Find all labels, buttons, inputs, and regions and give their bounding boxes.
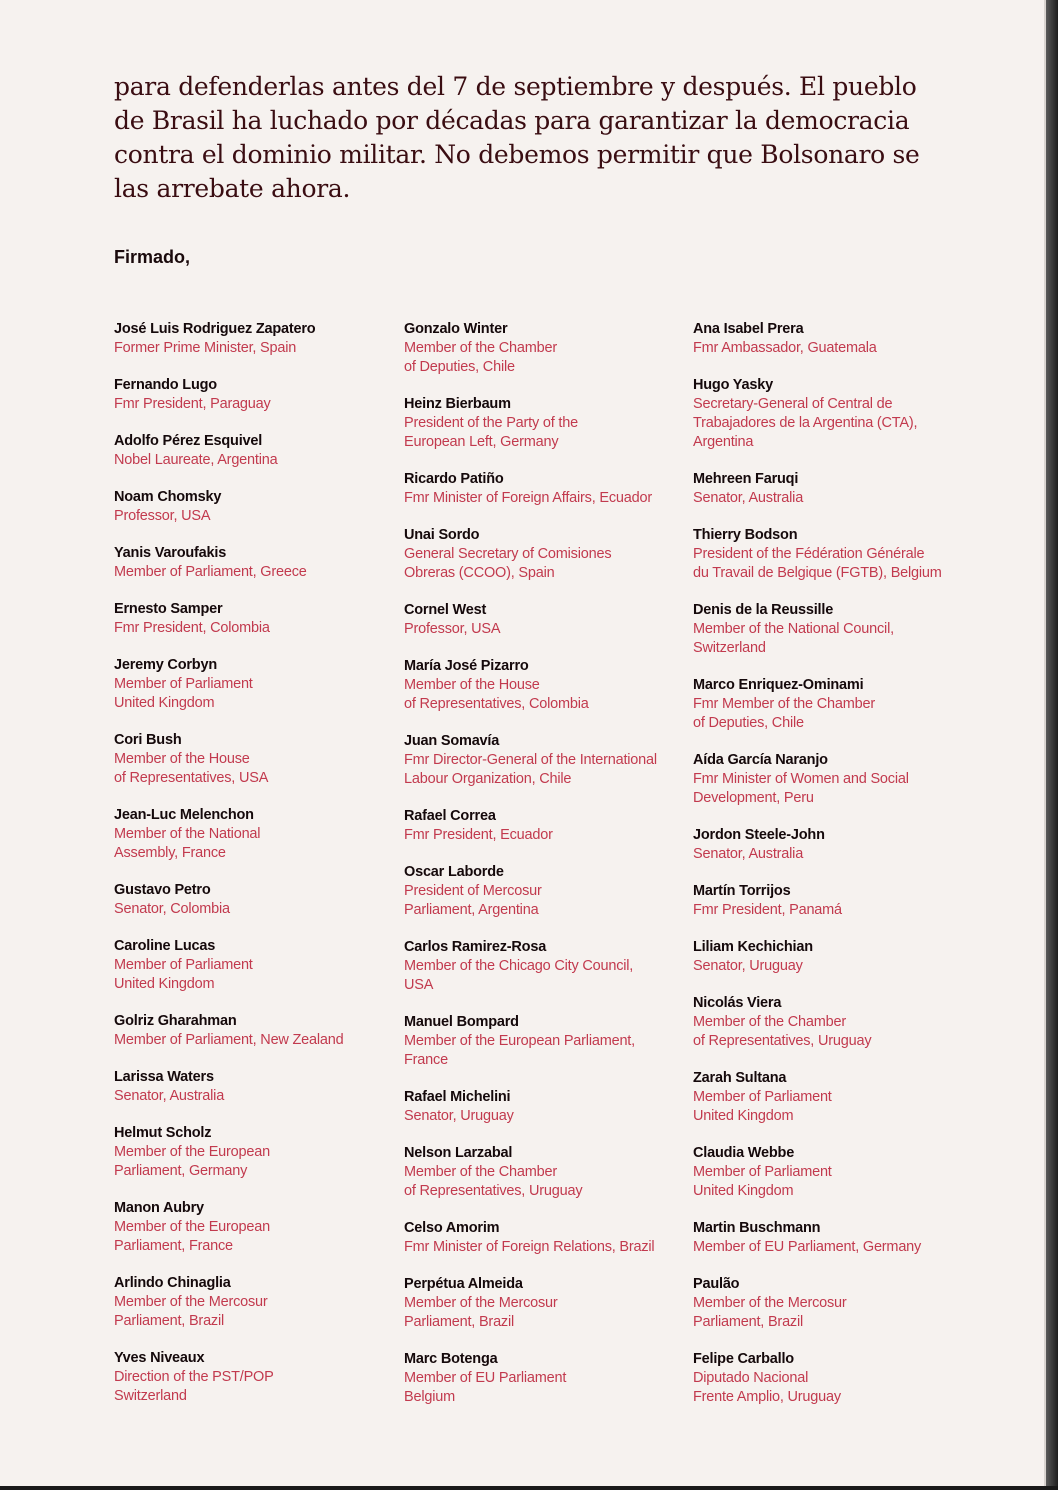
signatory-role: President of the Party of the European Left, Germany — [404, 415, 578, 450]
signatory-role: Member of Parliament, Greece — [114, 564, 307, 580]
signatory-name: Celso Amorim — [404, 1220, 500, 1236]
signatory-name: María José Pizarro — [404, 658, 529, 674]
signatory-entry — [404, 526, 674, 583]
intro-paragraph: para defenderlas antes del 7 de septiembre y después. El pueblo de Brasil ha luchado por décadas para garantizar la democracia contra el dominio militar. No debemos permitir que Bolsonaro se las arrebate ahora. — [114, 72, 920, 203]
signatory-name: Jeremy Corbyn — [114, 657, 217, 673]
signatory-name: Martin Buschmann — [693, 1220, 821, 1236]
signatory-name: Denis de la Reussille — [693, 602, 834, 618]
signatory-role: Nobel Laureate, Argentina — [114, 452, 278, 468]
signatories-column-3 — [693, 320, 963, 1425]
signatory-entry — [114, 488, 384, 526]
signatory-role: Fmr Director-General of the International Labour Organization, Chile — [404, 752, 657, 787]
signatory-role: Senator, Uruguay — [404, 1108, 514, 1124]
signatory-entry — [404, 1088, 674, 1126]
signatories-column-2 — [404, 320, 674, 1425]
signatory-entry — [114, 600, 384, 638]
signatory-name: Ana Isabel Prera — [693, 321, 804, 337]
signatory-role: Fmr President, Panamá — [693, 902, 842, 918]
signatory-name: Caroline Lucas — [114, 938, 216, 954]
signatory-entry — [693, 826, 963, 864]
signatory-name: Adolfo Pérez Esquivel — [114, 433, 263, 449]
signatory-name: Nelson Larzabal — [404, 1145, 513, 1161]
signatory-name: Helmut Scholz — [114, 1125, 212, 1141]
signatory-entry — [114, 1068, 384, 1106]
signatory-entry — [114, 1274, 384, 1331]
signatory-role: Member of the House of Representatives, Colombia — [404, 677, 589, 712]
signatory-entry — [404, 863, 674, 920]
signatory-entry — [404, 395, 674, 452]
signatory-name: Gustavo Petro — [114, 882, 211, 898]
signatory-role: Professor, USA — [114, 508, 211, 524]
signatory-name: Jean-Luc Melenchon — [114, 807, 254, 823]
signatory-entry — [114, 1012, 384, 1050]
signatory-role: Senator, Uruguay — [693, 958, 803, 974]
signatory-name: Hugo Yasky — [693, 377, 773, 393]
signatory-role: President of Mercosur Parliament, Argentina — [404, 883, 542, 918]
signatory-name: Rafael Michelini — [404, 1089, 511, 1105]
signatory-role: Member of EU Parliament Belgium — [404, 1370, 567, 1405]
signatory-name: Paulão — [693, 1276, 740, 1292]
signatory-role: Member of Parliament, New Zealand — [114, 1032, 344, 1048]
signatory-role: Member of the House of Representatives, USA — [114, 751, 269, 786]
signatory-name: Ricardo Patiño — [404, 471, 504, 487]
signatory-entry — [114, 1349, 384, 1406]
signatory-role: Senator, Australia — [114, 1088, 225, 1104]
signatory-name: Martín Torrijos — [693, 883, 791, 899]
signatory-role: Member of Parliament United Kingdom — [114, 957, 253, 992]
signatory-entry — [693, 470, 963, 508]
signatory-role: Fmr Minister of Foreign Relations, Brazil — [404, 1239, 655, 1255]
signatory-role: Member of the European Parliament, Germany — [114, 1144, 270, 1179]
signatory-name: Carlos Ramirez-Rosa — [404, 939, 547, 955]
signatory-name: Aída García Naranjo — [693, 752, 828, 768]
signatory-name: Marco Enriquez-Ominami — [693, 677, 864, 693]
signatory-role: Member of the Mercosur Parliament, Brazil — [693, 1295, 847, 1330]
signatory-entry — [404, 732, 674, 789]
signatory-role: Member of the National Assembly, France — [114, 826, 261, 861]
signatory-entry — [114, 806, 384, 863]
signatory-entry — [693, 376, 963, 452]
signatory-name: Noam Chomsky — [114, 489, 222, 505]
signatory-entry — [404, 938, 674, 995]
signatory-name: Zarah Sultana — [693, 1070, 787, 1086]
signatory-entry — [693, 882, 963, 920]
signatory-name: Fernando Lugo — [114, 377, 217, 393]
signatory-name: Cornel West — [404, 602, 487, 618]
signatory-role: Member of Parliament United Kingdom — [114, 676, 253, 711]
signatory-name: Jordon Steele-John — [693, 827, 825, 843]
signatory-role: Former Prime Minister, Spain — [114, 340, 297, 356]
signatory-name: Juan Somavía — [404, 733, 500, 749]
signatory-name: Manon Aubry — [114, 1200, 204, 1216]
page-edge-shadow — [1046, 0, 1058, 1490]
signatory-role: Member of the Chamber of Representatives, Uruguay — [404, 1164, 583, 1199]
signatory-name: Liliam Kechichian — [693, 939, 813, 955]
signatory-role: Member of the Chamber of Deputies, Chile — [404, 340, 557, 375]
signatory-name: Claudia Webbe — [693, 1145, 795, 1161]
signatory-name: Felipe Carballo — [693, 1351, 794, 1367]
signatory-entry — [114, 881, 384, 919]
signatory-entry — [114, 320, 384, 358]
signatory-role: Member of the European Parliament, France — [404, 1033, 635, 1068]
signatory-name: Yanis Varoufakis — [114, 545, 227, 561]
signatory-role: Senator, Australia — [693, 846, 804, 862]
signatory-name: Mehreen Faruqi — [693, 471, 799, 487]
signatory-entry — [114, 656, 384, 713]
signatory-role: Member of the Mercosur Parliament, Brazil — [114, 1294, 268, 1329]
signatory-name: Ernesto Samper — [114, 601, 223, 617]
signatory-entry — [404, 320, 674, 377]
signatory-entry — [693, 1350, 963, 1407]
signatory-entry — [404, 807, 674, 845]
signatory-entry — [693, 1069, 963, 1126]
signatory-entry — [404, 1144, 674, 1201]
signatory-entry — [693, 526, 963, 583]
signatory-name: Perpétua Almeida — [404, 1276, 523, 1292]
signatory-name: Rafael Correa — [404, 808, 496, 824]
signatory-name: Nicolás Viera — [693, 995, 782, 1011]
signatory-role: Member of the National Council, Switzerland — [693, 621, 894, 656]
signatory-entry — [693, 676, 963, 733]
signatory-role: Fmr President, Ecuador — [404, 827, 553, 843]
signatory-role: Member of the Chamber of Representatives, Uruguay — [693, 1014, 872, 1049]
signatory-name: Gonzalo Winter — [404, 321, 508, 337]
page-bottom-edge — [0, 1486, 1058, 1490]
signatory-entry — [404, 470, 674, 508]
signatory-entry — [114, 432, 384, 470]
signatory-entry — [404, 601, 674, 639]
signatory-entry — [404, 1275, 674, 1332]
signatory-role: Member of the European Parliament, France — [114, 1219, 270, 1254]
signatory-role: Fmr President, Paraguay — [114, 396, 271, 412]
signatory-entry — [693, 751, 963, 808]
signatory-role: Senator, Colombia — [114, 901, 230, 917]
signatory-role: Secretary-General of Central de Trabajadores de la Argentina (CTA), Argentina — [693, 396, 918, 450]
signatory-name: Cori Bush — [114, 732, 182, 748]
signatory-role: General Secretary of Comisiones Obreras (CCOO), Spain — [404, 546, 612, 581]
signatory-entry — [693, 1275, 963, 1332]
signatory-role: Professor, USA — [404, 621, 501, 637]
signatory-role: Fmr Minister of Foreign Affairs, Ecuador — [404, 490, 652, 506]
signed-heading: Firmado, — [114, 247, 191, 267]
signatory-entry — [693, 601, 963, 658]
signatory-entry — [114, 544, 384, 582]
signatory-role: Member of the Chicago City Council, USA — [404, 958, 634, 993]
signatory-name: Manuel Bompard — [404, 1014, 519, 1030]
signatory-name: Thierry Bodson — [693, 527, 798, 543]
signatory-role: Fmr Minister of Women and Social Development, Peru — [693, 771, 909, 806]
signatory-role: Member of EU Parliament, Germany — [693, 1239, 922, 1255]
signatory-role: Member of Parliament United Kingdom — [693, 1089, 832, 1124]
signatory-entry — [404, 1219, 674, 1257]
signatory-name: Arlindo Chinaglia — [114, 1275, 231, 1291]
signatory-name: Golriz Gharahman — [114, 1013, 237, 1029]
signatory-entry — [404, 1013, 674, 1070]
signatory-entry — [693, 1219, 963, 1257]
signatory-name: Oscar Laborde — [404, 864, 504, 880]
signatory-entry — [114, 1199, 384, 1256]
signatory-role: Direction of the PST/POP Switzerland — [114, 1369, 274, 1404]
signatory-name: Yves Niveaux — [114, 1350, 205, 1366]
signatory-name: Marc Botenga — [404, 1351, 498, 1367]
signatory-entry — [404, 657, 674, 714]
signatory-entry — [693, 994, 963, 1051]
signatory-role: Fmr President, Colombia — [114, 620, 270, 636]
signatory-role: Member of the Mercosur Parliament, Brazil — [404, 1295, 558, 1330]
signatory-entry — [114, 376, 384, 414]
signatory-entry — [114, 1124, 384, 1181]
signatory-name: Unai Sordo — [404, 527, 480, 543]
signatory-role: Diputado Nacional Frente Amplio, Uruguay — [693, 1370, 841, 1405]
signatory-entry — [404, 1350, 674, 1407]
signatory-role: Fmr Member of the Chamber of Deputies, Chile — [693, 696, 875, 731]
signatory-name: Larissa Waters — [114, 1069, 214, 1085]
signatory-entry — [693, 320, 963, 358]
signatory-entry — [114, 937, 384, 994]
signatory-name: José Luis Rodriguez Zapatero — [114, 321, 316, 337]
signatory-entry — [693, 938, 963, 976]
signatory-entry — [114, 731, 384, 788]
signatory-role: Senator, Australia — [693, 490, 804, 506]
signatory-name: Heinz Bierbaum — [404, 396, 511, 412]
signatory-role: President of the Fédération Générale du Travail de Belgique (FGTB), Belgium — [693, 546, 942, 581]
signatory-entry — [693, 1144, 963, 1201]
signatory-role: Fmr Ambassador, Guatemala — [693, 340, 877, 356]
signatories-column-1 — [114, 320, 384, 1424]
signatory-role: Member of Parliament United Kingdom — [693, 1164, 832, 1199]
